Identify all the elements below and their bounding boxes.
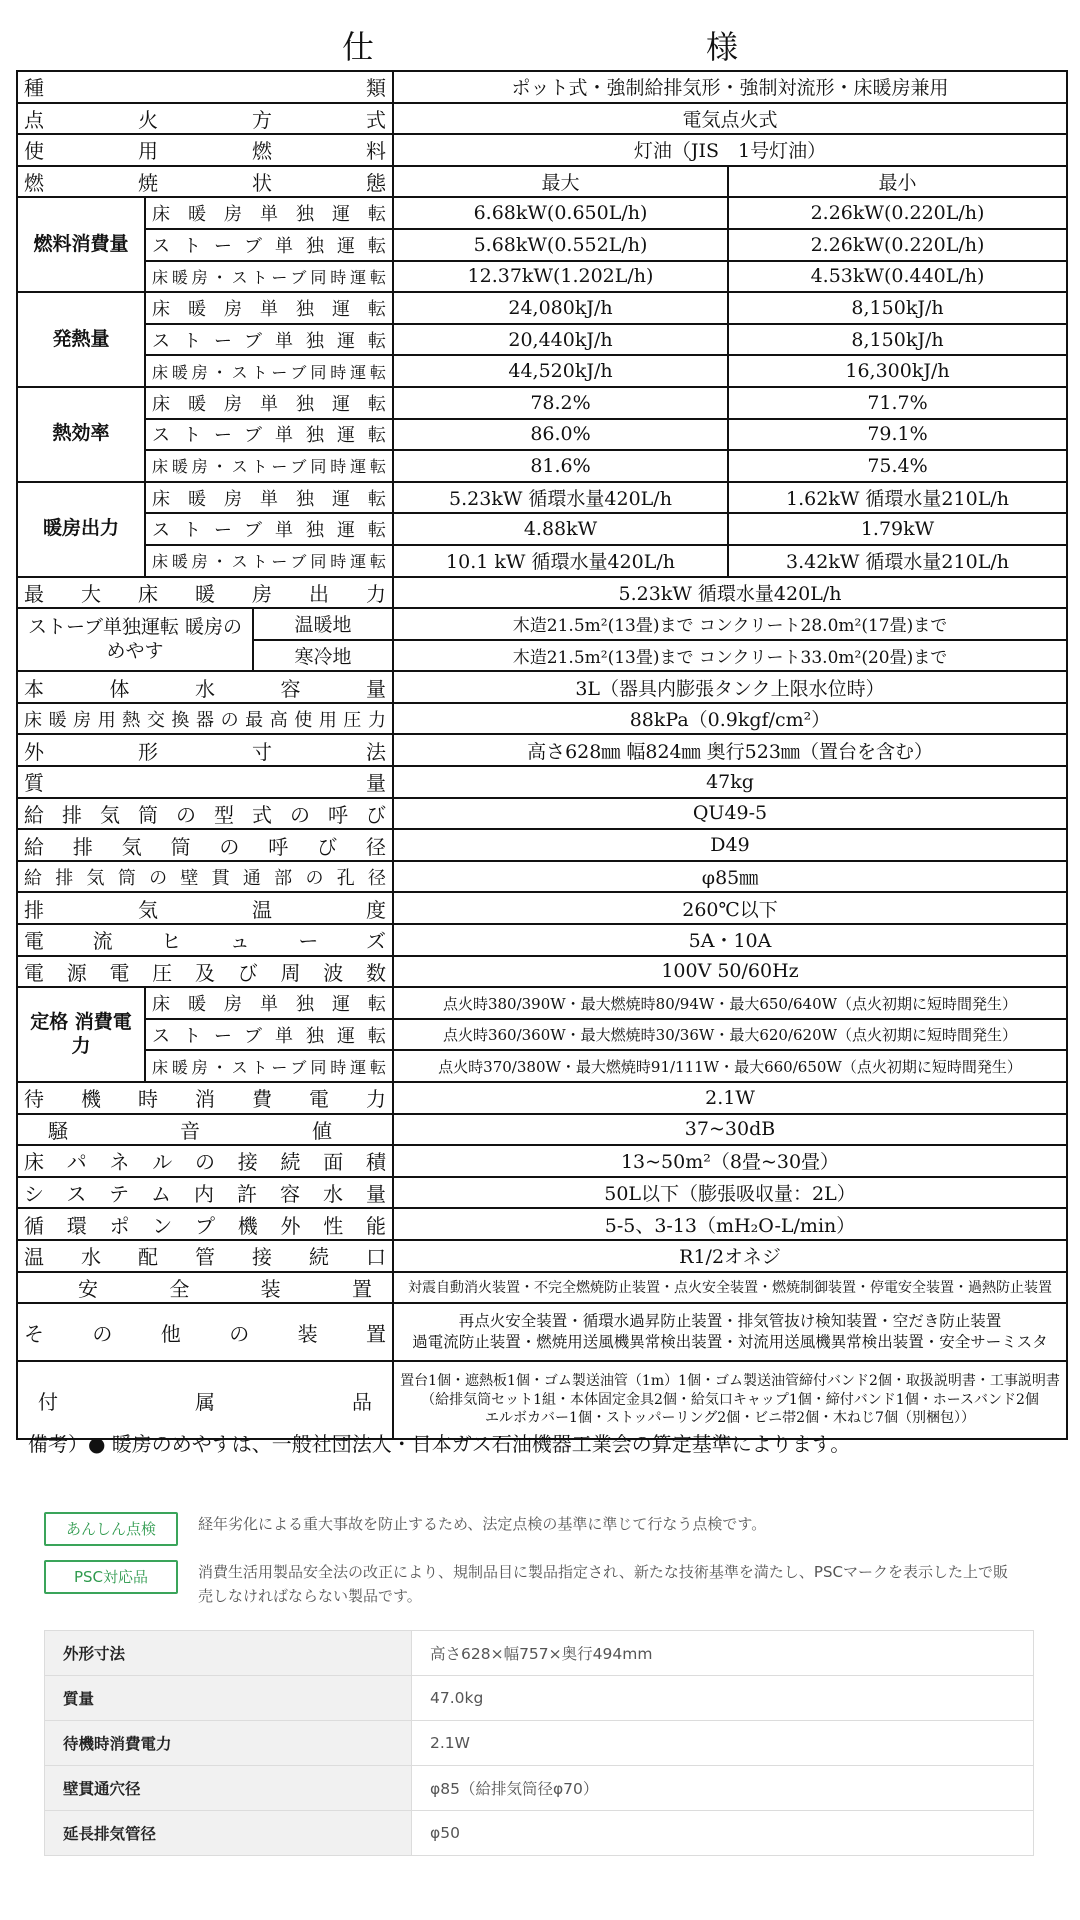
- row-value: 100V 50/60Hz: [393, 956, 1067, 988]
- table-row: [17, 261, 1067, 293]
- info-table: [44, 1630, 1034, 1856]
- mode-label: 床暖房・ストーブ同時運転: [145, 261, 393, 293]
- row-label: 騒音値: [17, 1114, 393, 1146]
- mode-label: 床暖房・ストーブ同時運転: [145, 450, 393, 482]
- group-label: 定格 消費電力: [17, 987, 145, 1082]
- table-row: [17, 766, 1067, 798]
- table-row: [17, 355, 1067, 387]
- row-label: システム内許容水量: [17, 1177, 393, 1209]
- table-row: [17, 1272, 1067, 1304]
- row-value: 点火時370/380W・最大燃焼時91/111W・最大660/650W（点火初期に短時間発生）: [393, 1050, 1067, 1082]
- max-value: 4.88kW: [393, 513, 728, 545]
- min-value: 2.26kW(0.220L/h): [728, 229, 1067, 261]
- row-label: 温水配管接続口: [17, 1240, 393, 1272]
- info-key: 質量: [45, 1676, 412, 1721]
- max-value: 44,520kJ/h: [393, 355, 728, 387]
- info-key: 外形寸法: [45, 1631, 412, 1676]
- table-row: [17, 924, 1067, 956]
- table-row: [17, 134, 1067, 166]
- row-value: 13~50m²（8畳~30畳）: [393, 1145, 1067, 1177]
- footnote: 備考）● 暖房のめやすは、一般社団法人・日本ガス石油機器工業会の算定基準によります。: [28, 1432, 851, 1456]
- mode-label: ストーブ単独運転: [145, 1019, 393, 1051]
- min-value: 8,150kJ/h: [728, 324, 1067, 356]
- table-row: [45, 1721, 1034, 1766]
- table-row: [17, 798, 1067, 830]
- min-value: 75.4%: [728, 450, 1067, 482]
- info-value: 高さ628×幅757×奥行494mm: [412, 1631, 1034, 1676]
- min-value: 1.62kW 循環水量210L/h: [728, 482, 1067, 514]
- table-row: [17, 1050, 1067, 1082]
- table-row: [17, 1082, 1067, 1114]
- row-label: 待機時消費電力: [17, 1082, 393, 1114]
- row-value: [393, 1303, 1067, 1361]
- table-row: [45, 1811, 1034, 1856]
- row-value: 2.1W: [393, 1082, 1067, 1114]
- row-label: 電流ヒューズ: [17, 924, 393, 956]
- table-row: [17, 197, 1067, 229]
- row-label: 給排気筒の呼び径: [17, 829, 393, 861]
- info-value: φ85（給排気筒径φ70）: [412, 1766, 1034, 1811]
- badge-row: [44, 1512, 1044, 1546]
- table-row: [17, 292, 1067, 324]
- info-value: φ50: [412, 1811, 1034, 1856]
- accessories-line-2: （給排気筒セット1組・本体固定金具2個・給気口キャップ1個・締付バンド1個・ホースバンド2個: [421, 1391, 1039, 1408]
- row-value: 高さ628㎜ 幅824㎜ 奥行523㎜（置台を含む）: [393, 734, 1067, 766]
- max-value: 6.68kW(0.650L/h): [393, 197, 728, 229]
- table-row: [17, 1019, 1067, 1051]
- row-label: 質量: [17, 766, 393, 798]
- other-line-2: 過電流防止装置・燃焼用送風機異常検出装置・対流用送風機異常検出装置・安全サーミスタ: [412, 1333, 1048, 1352]
- mode-label: ストーブ単独運転: [145, 513, 393, 545]
- table-row: [17, 71, 1067, 103]
- badge-description: 経年劣化による重大事故を防止するため、法定点検の基準に準じて行なう点検です。: [198, 1515, 767, 1533]
- max-value: 86.0%: [393, 419, 728, 451]
- min-value: 8,150kJ/h: [728, 292, 1067, 324]
- anshin-badge: あんしん点検: [44, 1512, 178, 1546]
- row-value: 5-5、3-13（mH₂O-L/min）: [393, 1208, 1067, 1240]
- row-value: ポット式・強制給排気形・強制対流形・床暖房兼用: [393, 71, 1067, 103]
- row-value: D49: [393, 829, 1067, 861]
- climate-label-warm: 温暖地: [253, 608, 393, 640]
- table-row: [17, 545, 1067, 577]
- table-row: [45, 1676, 1034, 1721]
- max-value: 5.68kW(0.552L/h): [393, 229, 728, 261]
- table-row: [17, 734, 1067, 766]
- row-label: 床パネルの接続面積: [17, 1145, 393, 1177]
- row-label: 使用燃料: [17, 134, 393, 166]
- min-value: 4.53kW(0.440L/h): [728, 261, 1067, 293]
- row-label: 外形寸法: [17, 734, 393, 766]
- table-row: [17, 703, 1067, 735]
- max-value: 12.37kW(1.202L/h): [393, 261, 728, 293]
- row-label: 排気温度: [17, 892, 393, 924]
- group-label: 燃料消費量: [17, 197, 145, 292]
- row-value: 灯油（JIS 1号灯油）: [393, 134, 1067, 166]
- mode-label: 床暖房単独運転: [145, 387, 393, 419]
- min-value: 2.26kW(0.220L/h): [728, 197, 1067, 229]
- row-value: 47kg: [393, 766, 1067, 798]
- min-value: 71.7%: [728, 387, 1067, 419]
- row-value: 木造21.5m²(13畳)まで コンクリート28.0m²(17畳)まで: [393, 608, 1067, 640]
- table-row: [45, 1766, 1034, 1811]
- table-row: [17, 1177, 1067, 1209]
- table-row: [17, 1145, 1067, 1177]
- row-label: 安全装置: [17, 1272, 393, 1304]
- row-label: 循環ポンプ機外性能: [17, 1208, 393, 1240]
- row-label: 付属品: [17, 1361, 393, 1439]
- row-label: 本体水容量: [17, 671, 393, 703]
- group-label: 熱効率: [17, 387, 145, 482]
- mode-label: 床暖房単独運転: [145, 292, 393, 324]
- table-row: [17, 1114, 1067, 1146]
- table-row: [17, 513, 1067, 545]
- row-value: 木造21.5m²(13畳)まで コンクリート33.0m²(20畳)まで: [393, 640, 1067, 672]
- row-value: 5.23kW 循環水量420L/h: [393, 577, 1067, 609]
- table-row: [17, 577, 1067, 609]
- table-row: [17, 229, 1067, 261]
- min-value: 1.79kW: [728, 513, 1067, 545]
- badge-description: 消費生活用製品安全法の改正により、規制品目に製品指定され、新たな技術基準を満たし、PSCマークを表示した上で販売しなければならない製品です。: [198, 1563, 1008, 1605]
- table-row: [17, 450, 1067, 482]
- row-label: その他の装置: [17, 1303, 393, 1361]
- mode-label: 床暖房単独運転: [145, 482, 393, 514]
- row-value: 260℃以下: [393, 892, 1067, 924]
- row-value: 88kPa（0.9kgf/cm²）: [393, 703, 1067, 735]
- row-value: 点火時360/360W・最大燃焼時30/36W・最大620/620W（点火初期に短時間発生）: [393, 1019, 1067, 1051]
- accessories-line-1: 置台1個・遮熱板1個・ゴム製送油管（1m）1個・ゴム製送油管締付バンド2個・取扱説明書・工事説明書: [400, 1373, 1060, 1390]
- info-value: 2.1W: [412, 1721, 1034, 1766]
- row-value: 50L以下（膨張吸収量：2L）: [393, 1177, 1067, 1209]
- min-value: 16,300kJ/h: [728, 355, 1067, 387]
- row-label: 給排気筒の型式の呼び: [17, 798, 393, 830]
- table-row: [17, 608, 1067, 640]
- climate-label-cold: 寒冷地: [253, 640, 393, 672]
- row-label: 燃焼状態: [17, 166, 393, 198]
- mode-label: ストーブ単独運転: [145, 229, 393, 261]
- info-key: 延長排気管径: [45, 1811, 412, 1856]
- spec-table: [16, 70, 1068, 1440]
- table-row: [17, 1240, 1067, 1272]
- row-label: 床暖房用熱交換器の最高使用圧力: [17, 703, 393, 735]
- mode-label: 床暖房・ストーブ同時運転: [145, 355, 393, 387]
- table-row: [17, 987, 1067, 1019]
- table-row: [17, 829, 1067, 861]
- column-header-max: 最大: [393, 166, 728, 198]
- min-value: 79.1%: [728, 419, 1067, 451]
- table-row: [17, 671, 1067, 703]
- max-value: 10.1 kW 循環水量420L/h: [393, 545, 728, 577]
- table-row: [17, 324, 1067, 356]
- mode-label: 床暖房・ストーブ同時運転: [145, 545, 393, 577]
- max-value: 81.6%: [393, 450, 728, 482]
- row-value: QU49-5: [393, 798, 1067, 830]
- row-value: R1/2オネジ: [393, 1240, 1067, 1272]
- psc-badge: PSC対応品: [44, 1560, 178, 1594]
- max-value: 20,440kJ/h: [393, 324, 728, 356]
- row-label: 種類: [17, 71, 393, 103]
- min-value: 3.42kW 循環水量210L/h: [728, 545, 1067, 577]
- mode-label: 床暖房・ストーブ同時運転: [145, 1050, 393, 1082]
- row-value: 5A・10A: [393, 924, 1067, 956]
- row-value: 3L（器具内膨張タンク上限水位時）: [393, 671, 1067, 703]
- table-row: [17, 482, 1067, 514]
- page-title: 仕 様: [341, 28, 888, 66]
- max-value: 5.23kW 循環水量420L/h: [393, 482, 728, 514]
- table-row: [17, 892, 1067, 924]
- row-label: 電源電圧及び周波数: [17, 956, 393, 988]
- badge-row: [44, 1560, 1044, 1608]
- info-value: 47.0kg: [412, 1676, 1034, 1721]
- column-header-min: 最小: [728, 166, 1067, 198]
- accessories-line-3: エルボカバー1個・ストッパーリング2個・ビニ帯2個・木ねじ7個（別梱包））: [485, 1410, 975, 1427]
- row-value: 点火時380/390W・最大燃焼時80/94W・最大650/640W（点火初期に短時間発生）: [393, 987, 1067, 1019]
- info-key: 壁貫通穴径: [45, 1766, 412, 1811]
- table-row: [17, 419, 1067, 451]
- table-row: [17, 103, 1067, 135]
- table-row: [17, 387, 1067, 419]
- group-label: 暖房出力: [17, 482, 145, 577]
- row-value: 37~30dB: [393, 1114, 1067, 1146]
- table-row: [45, 1631, 1034, 1676]
- row-value: φ85㎜: [393, 861, 1067, 893]
- table-row: [17, 1208, 1067, 1240]
- row-label: 点火方式: [17, 103, 393, 135]
- group-label: ストーブ単独運転 暖房のめやす: [17, 608, 253, 671]
- table-row: [17, 1303, 1067, 1361]
- table-row: [17, 166, 1067, 198]
- row-value: 電気点火式: [393, 103, 1067, 135]
- other-line-1: 再点火安全装置・循環水過昇防止装置・排気管抜け検知装置・空だき防止装置: [458, 1312, 1002, 1331]
- max-value: 78.2%: [393, 387, 728, 419]
- mode-label: 床暖房単独運転: [145, 197, 393, 229]
- group-label: 発熱量: [17, 292, 145, 387]
- mode-label: 床暖房単独運転: [145, 987, 393, 1019]
- mode-label: ストーブ単独運転: [145, 419, 393, 451]
- mode-label: ストーブ単独運転: [145, 324, 393, 356]
- table-row: [17, 861, 1067, 893]
- row-label: 給排気筒の壁貫通部の孔径: [17, 861, 393, 893]
- table-row: [17, 956, 1067, 988]
- row-value: 対震自動消火装置・不完全燃焼防止装置・点火安全装置・燃焼制御装置・停電安全装置・過熱防止装置: [393, 1272, 1067, 1304]
- info-key: 待機時消費電力: [45, 1721, 412, 1766]
- row-label: 最大床暖房出力: [17, 577, 393, 609]
- max-value: 24,080kJ/h: [393, 292, 728, 324]
